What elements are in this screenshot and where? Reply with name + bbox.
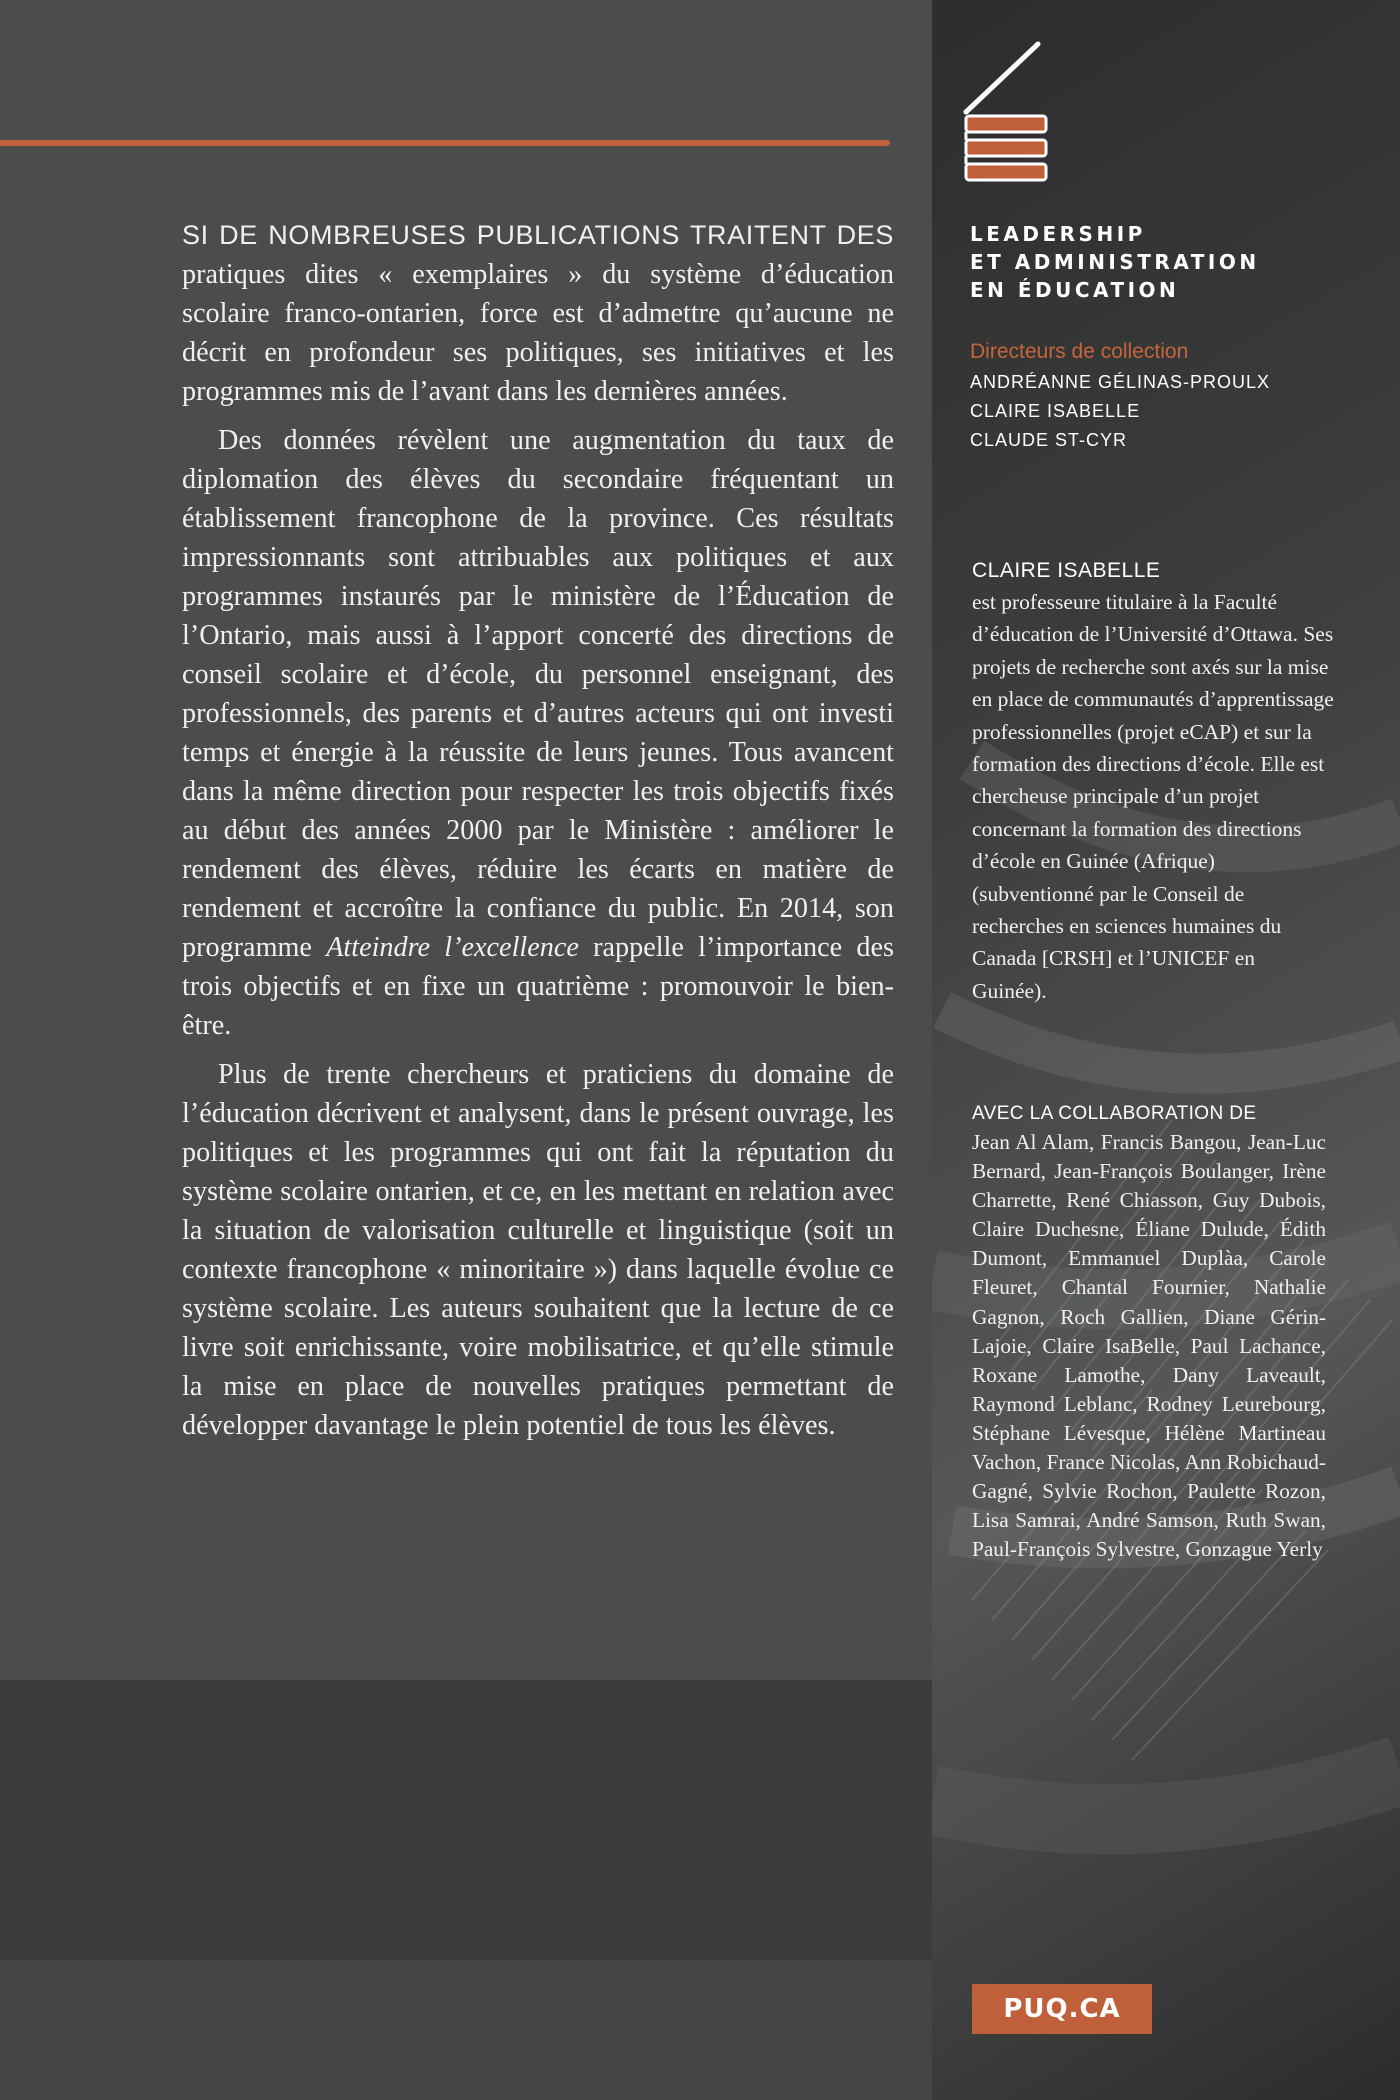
bottom-band [0,1680,932,1960]
blurb-paragraph-2 [182,421,894,1045]
blurb-paragraph-3: Plus de trente chercheurs et praticiens du domaine de l’éducation décrivent et analysent, dans le présent ouvrage, les politiques et les programmes qui ont fait la réputation du système scolaire ontarien, et ce, en les mettant en relation avec la situation de valorisation culturelle et linguistique (soit un contexte francophone « minoritaire ») dans laquelle évolue ce système scolaire. Les auteurs souhaitent que la lecture de ce livre soit enrichissante, voire mobilisatrice, et qu’elle stimule la mise en place de nouvelles pratiques permettant de développer davantage le plein potentiel de tous les élèves. [182,1059,894,1441]
author-name: CLAIRE ISABELLE [972,559,1161,582]
series-directors [970,336,1390,455]
blurb-lead-caps: SI DE NOMBREUSES PUBLICATIONS TRAITENT DES [182,220,894,250]
collaborators-section [972,1100,1326,1564]
directors-label: Directeurs de collection [970,340,1189,363]
bottom-band-lower [0,1960,932,2100]
series-title-line: ET ADMINISTRATION [970,250,1260,274]
program-title: Atteindre l’excellence [326,932,579,963]
blurb-p1-text: pratiques dites « exemplaires » du système d’éducation scolaire franco-ontarien, force est d’admettre qu’aucune ne décrit en profondeur ses politiques, ses initiatives et les programmes mis de l’avant dans les dernières années. [182,259,894,407]
books-photo-background [932,0,1400,2100]
blurb-p2-text: Des données révèlent une augmentation du taux de diplomation des élèves du secondaire fréquentant un établissement francophone de la province. Ces résultats impressionnants sont attribuables aux politiques et aux programmes instaurés par le ministère de l’Éducation de l’Ontario, mais aussi à l’apport concerté des directions de conseil scolaire et d’école, du personnel enseignant, des professionnels, des parents et d’autres acteurs qui ont investi temps et énergie à la réussite de leurs jeunes. Tous avancent dans la même direction pour respecter les trois objectifs fixés au début des années 2000 par le Ministère : améliorer le rendement des élèves, réduire les écarts en matière de rendement et accroître la confiance du public. En 2014, son programme [182,425,894,963]
back-cover-blurb [182,216,894,1455]
right-panel [932,0,1400,2100]
accent-rule [0,140,890,146]
series-title-line: EN ÉDUCATION [970,278,1180,302]
blurb-paragraph-1 [182,216,894,411]
collaborators-heading: AVEC LA COLLABORATION DE [972,1103,1257,1124]
series-title [970,220,1370,304]
collaborators-list: Jean Al Alam, Francis Bangou, Jean-Luc Bernard, Jean-François Boulanger, Irène Charrette, René Chiasson, Guy Dubois, Claire Duchesne, Éliane Dulude, Édith Dumont, Emmanuel Duplàa, Carole Fleuret, Chantal Fournier, Nathalie Gagnon, Roch Gallien, Diane Gérin-Lajoie, Claire IsaBelle, Paul Lachance, Roxane Lamothe, Dany Laveault, Raymond Leblanc, Rodney Leurebourg, Stéphane Lévesque, Hélène Martineau Vachon, France Nicolas, Ann Robichaud-Gagné, Sylvie Rochon, Paulette Rozon, Lisa Samrai, André Samson, Ruth Swan, Paul-François Sylvestre, Gonzague Yerly [972,1130,1326,1562]
author-bio: est professeure titulaire à la Faculté d’éducation de l’Université d’Ottawa. Ses projets de recherche sont axés sur la mise en place de communautés d’apprentissage professionnelles (projet eCAP) et sur la formation des directions d’école. Elle est chercheuse principale d’un projet concernant la formation des directions d’école en Guinée (Afrique) (subventionné par le Conseil de recherches en sciences humaines du Canada [CRSH] et l’UNICEF en Guinée). [972,590,1334,1003]
director-name: CLAUDE ST-CYR [970,430,1128,450]
author-bio-section [972,556,1334,1007]
book-stack-logo-icon [956,40,1076,210]
director-name: ANDRÉANNE GÉLINAS-PROULX [970,372,1271,392]
director-name: CLAIRE ISABELLE [970,401,1141,421]
series-title-line: LEADERSHIP [970,222,1146,246]
blurb-p2-text-end: rappelle l’importance des trois objectifs et en fixe un quatrième : promouvoir le bien-être. [182,932,894,1041]
publisher-website-badge[interactable]: PUQ.CA [972,1984,1152,2034]
